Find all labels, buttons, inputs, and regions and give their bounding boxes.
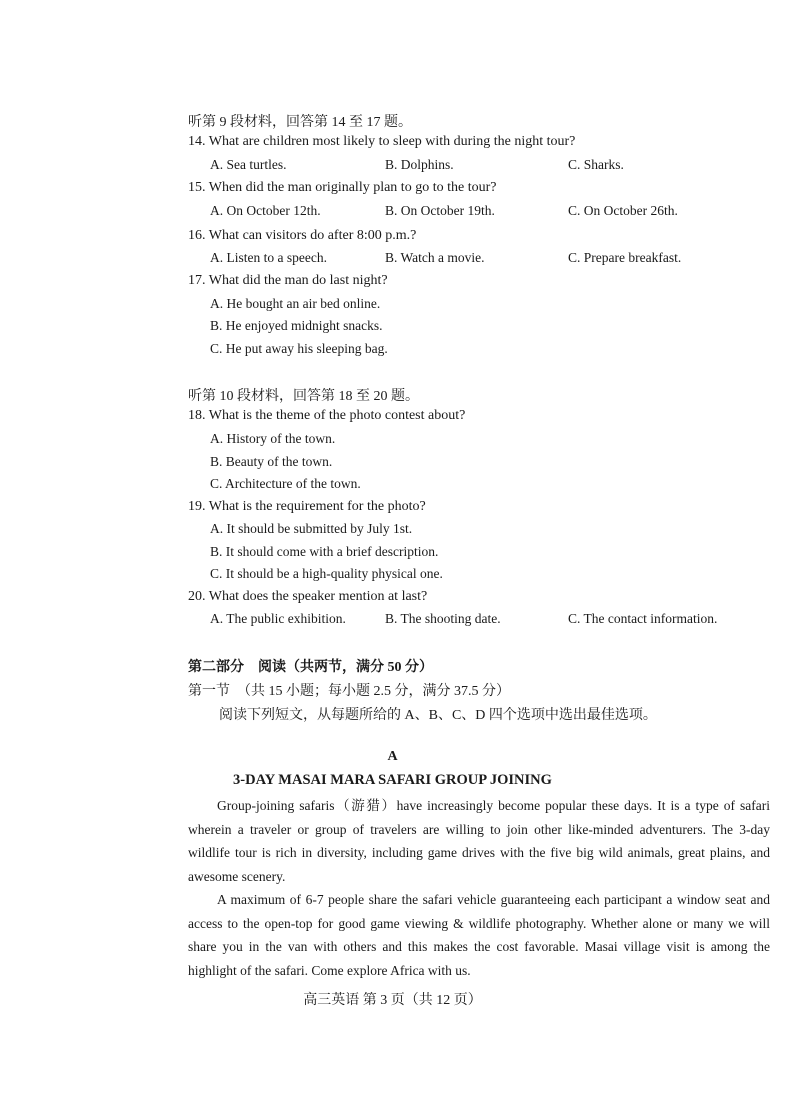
passage-letter: A (387, 749, 398, 764)
question-16-option-c: C. Prepare breakfast. (568, 250, 682, 265)
question-14-stem: 14. What are children most likely to sleep with during the night tour? (188, 134, 576, 149)
question-17-option-c: C. He put away his sleeping bag. (210, 341, 388, 356)
question-20-option-a: A. The public exhibition. (210, 611, 346, 626)
passage-paragraph-1: Group-joining safaris（游猎）have increasingly become popular these days. It is a type of safari wherein a traveler or group of travelers are willing to join other like-minded adventurers. The 3-day wildlife tour is rich in diversity, including game drives with the five big wild animals, great plains, and awesome scenery. (188, 798, 770, 884)
question-19-option-c: C. It should be a high-quality physical one. (210, 566, 443, 581)
question-19-stem: 19. What is the requirement for the photo? (188, 499, 426, 514)
question-17-stem: 17. What did the man do last night? (188, 273, 388, 288)
question-16-stem: 16. What can visitors do after 8:00 p.m.? (188, 228, 417, 243)
question-14-option-b: B. Dolphins. (385, 157, 454, 172)
passage-paragraph-2: A maximum of 6-7 people share the safari vehicle guaranteeing each participant a window seat and access to the open-top for good game viewing & wildlife photography. Whether alone or many we will share you in the van with others and this makes the cost favorable. Masai village visit is among the highlight of the safari. Come explore Africa with us. (188, 892, 770, 978)
question-18-option-c: C. Architecture of the town. (210, 476, 361, 491)
question-15-option-b: B. On October 19th. (385, 203, 495, 218)
question-19-option-a: A. It should be submitted by July 1st. (210, 521, 413, 536)
question-18-stem: 18. What is the theme of the photo contest about? (188, 408, 466, 423)
question-17-option-b: B. He enjoyed midnight snacks. (210, 318, 383, 333)
question-17-option-a: A. He bought an air bed online. (210, 296, 381, 311)
page-footer: 高三英语 第 3 页（共 12 页） (303, 993, 482, 1008)
question-14-option-c: C. Sharks. (568, 157, 624, 172)
question-14-option-a: A. Sea turtles. (210, 157, 287, 172)
question-20-option-b: B. The shooting date. (385, 611, 501, 626)
question-20-stem: 20. What does the speaker mention at last? (188, 589, 428, 604)
question-18-option-a: A. History of the town. (210, 431, 336, 446)
section-9-heading: 听第 9 段材料，回答第 14 至 17 题。 (188, 115, 412, 130)
question-15-option-c: C. On October 26th. (568, 203, 678, 218)
question-20-option-c: C. The contact information. (568, 611, 718, 626)
section-1-info: 第一节 （共 15 小题；每小题 2.5 分，满分 37.5 分） (188, 684, 510, 699)
reading-instruction: 阅读下列短文，从每题所给的 A、B、C、D 四个选项中选出最佳选项。 (219, 708, 657, 723)
question-18-option-b: B. Beauty of the town. (210, 454, 333, 469)
part-2-title: 第二部分 阅读（共两节，满分 50 分） (188, 660, 433, 675)
question-19-option-b: B. It should come with a brief description. (210, 544, 439, 559)
question-16-option-a: A. Listen to a speech. (210, 250, 327, 265)
question-15-option-a: A. On October 12th. (210, 203, 321, 218)
section-10-heading: 听第 10 段材料，回答第 18 至 20 题。 (188, 389, 419, 404)
passage-title: 3-DAY MASAI MARA SAFARI GROUP JOINING (233, 772, 552, 788)
question-16-option-b: B. Watch a movie. (385, 250, 485, 265)
question-15-stem: 15. When did the man originally plan to go to the tour? (188, 180, 497, 195)
